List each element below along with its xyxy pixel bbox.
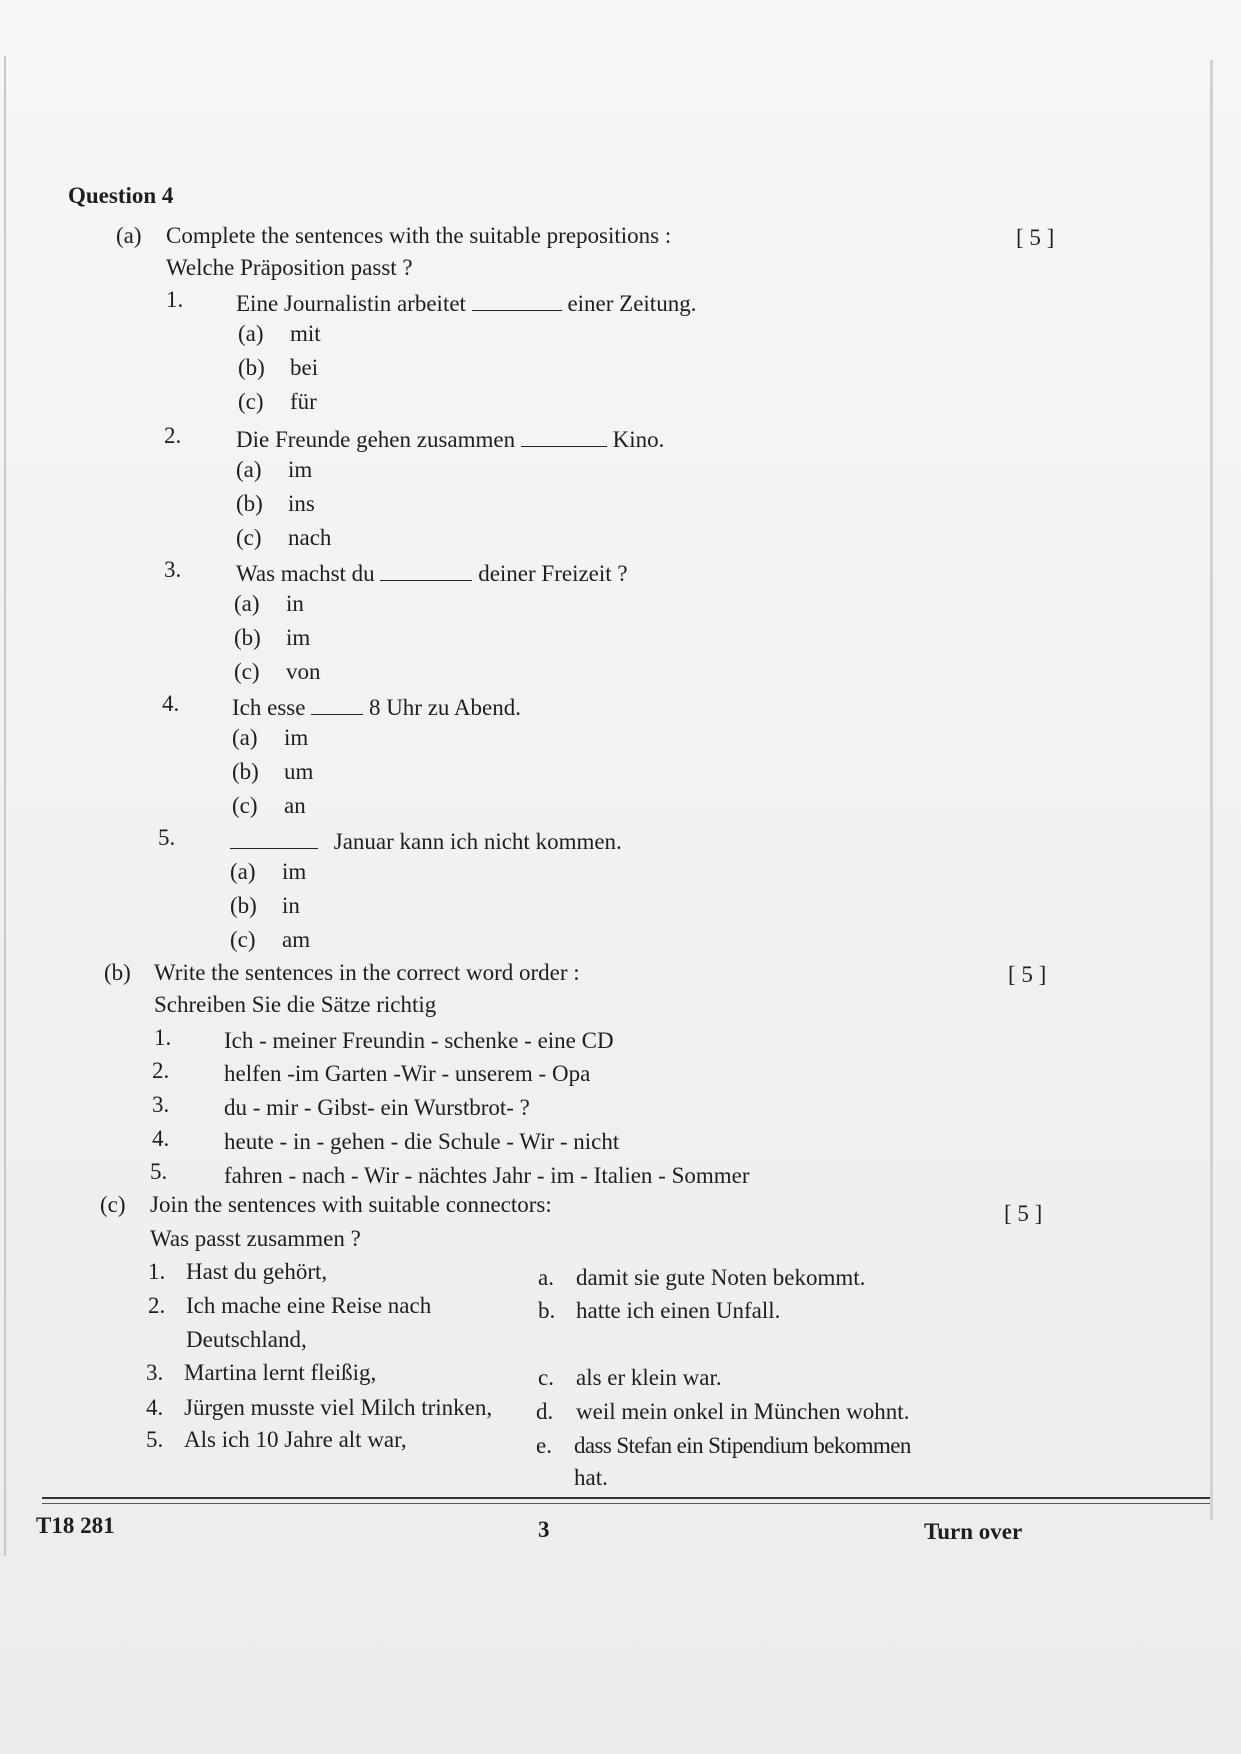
a-item-number: 2.: [164, 423, 182, 448]
a-item-number: 1.: [166, 287, 184, 312]
question-title: Question 4: [68, 183, 174, 208]
option-label: (b): [234, 625, 261, 650]
a-item-sentence: [236, 560, 628, 585]
b-item-number: 4.: [152, 1126, 170, 1151]
b-item-text: heute - in - gehen - die Schule - Wir - nicht: [224, 1129, 620, 1154]
option-label: (b): [232, 759, 259, 784]
option-text: im: [284, 725, 309, 750]
option-label: (b): [236, 491, 263, 516]
a-item-sentence: [236, 290, 696, 315]
a-item-sentence: [232, 694, 521, 719]
c-left-text: Martina lernt fleißig,: [184, 1360, 377, 1385]
option-label: (b): [230, 893, 257, 918]
part-b-label: (b): [104, 960, 131, 985]
c-right-text-continued: hat.: [574, 1465, 608, 1490]
c-right-text: hatte ich einen Unfall.: [576, 1298, 781, 1323]
sentence-end: Januar kann ich nicht kommen.: [333, 829, 622, 854]
a-item-number: 3.: [164, 557, 182, 582]
part-a-marks: [ 5 ]: [1016, 225, 1055, 250]
option-text: um: [284, 759, 314, 784]
c-left-text: Jürgen musste viel Milch trinken,: [184, 1395, 493, 1420]
c-right-letter: e.: [536, 1433, 552, 1458]
answer-blank[interactable]: [380, 560, 472, 581]
c-right-text: damit sie gute Noten bekommt.: [576, 1265, 866, 1290]
answer-blank[interactable]: [311, 694, 363, 715]
footer-rule-thin: [42, 1503, 1210, 1504]
option-label: (a): [238, 321, 264, 346]
c-left-text: Hast du gehört,: [186, 1259, 328, 1284]
option-text: nach: [288, 525, 332, 550]
option-label: (b): [238, 355, 265, 380]
option-label: (c): [230, 927, 256, 952]
b-item-number: 1.: [154, 1025, 172, 1050]
a-item-number: 5.: [158, 825, 176, 850]
part-b-instruction-de: Schreiben Sie die Sätze richtig: [154, 992, 437, 1017]
part-c-label: (c): [100, 1192, 126, 1217]
option-label: (a): [230, 859, 256, 884]
page-edge-right: [1210, 60, 1213, 1520]
answer-blank[interactable]: [230, 828, 318, 849]
sentence-start: Was machst du: [236, 561, 375, 586]
c-left-number: 5.: [146, 1427, 164, 1452]
part-a-instruction: Complete the sentences with the suitable prepositions :: [166, 223, 672, 248]
sentence-end: deiner Freizeit ?: [478, 561, 628, 586]
b-item-number: 2.: [152, 1058, 170, 1083]
c-right-letter: d.: [536, 1399, 554, 1424]
part-a-label: (a): [116, 223, 142, 248]
option-text: im: [286, 625, 311, 650]
option-text: in: [282, 893, 300, 918]
b-item-text: fahren - nach - Wir - nächtes Jahr - im - Italien - Sommer: [224, 1163, 750, 1188]
c-left-text: Als ich 10 Jahre alt war,: [184, 1427, 407, 1452]
c-right-text: dass Stefan ein Stipendium bekommen: [574, 1433, 911, 1458]
c-left-text: Ich mache eine Reise nach: [186, 1293, 432, 1318]
b-item-number: 3.: [152, 1092, 170, 1117]
part-c-instruction-de: Was passt zusammen ?: [150, 1226, 361, 1251]
b-item-text: helfen -im Garten -Wir - unserem - Opa: [224, 1061, 591, 1086]
option-text: ins: [288, 491, 315, 516]
option-label: (a): [236, 457, 262, 482]
paper-code: T18 281: [36, 1513, 115, 1538]
sentence-end: einer Zeitung.: [567, 291, 697, 316]
c-right-text: als er klein war.: [576, 1365, 722, 1390]
option-label: (c): [234, 659, 260, 684]
b-item-text: Ich - meiner Freundin - schenke - eine CD: [224, 1028, 614, 1053]
footer-rule: [42, 1497, 1210, 1499]
part-b-instruction: Write the sentences in the correct word order :: [154, 960, 580, 985]
turn-over-note: Turn over: [924, 1519, 1023, 1544]
sentence-start: Die Freunde gehen zusammen: [236, 427, 516, 452]
option-label: (a): [234, 591, 260, 616]
c-right-letter: b.: [538, 1298, 556, 1323]
a-item-sentence: [236, 426, 664, 451]
a-item-number: 4.: [162, 691, 180, 716]
option-text: bei: [290, 355, 319, 380]
c-right-text: weil mein onkel in München wohnt.: [576, 1399, 910, 1424]
answer-blank[interactable]: [521, 426, 607, 447]
b-item-number: 5.: [150, 1159, 168, 1184]
option-text: an: [284, 793, 306, 818]
c-left-number: 3.: [146, 1360, 164, 1385]
sentence-start: Ich esse: [232, 695, 306, 720]
a-item-sentence: [230, 828, 622, 853]
c-left-number: 2.: [148, 1293, 166, 1318]
part-b-marks: [ 5 ]: [1008, 962, 1047, 987]
option-text: im: [282, 859, 307, 884]
option-text: im: [288, 457, 313, 482]
b-item-text: du - mir - Gibst- ein Wurstbrot- ?: [224, 1095, 530, 1120]
option-text: von: [286, 659, 321, 684]
answer-blank[interactable]: [472, 290, 562, 311]
option-label: (c): [232, 793, 258, 818]
option-text: in: [286, 591, 304, 616]
sentence-end: 8 Uhr zu Abend.: [368, 695, 521, 720]
part-a-instruction-de: Welche Präposition passt ?: [166, 255, 413, 280]
part-c-instruction: Join the sentences with suitable connectors:: [150, 1192, 552, 1217]
page-edge-left: [4, 56, 6, 1556]
sentence-start: Eine Journalistin arbeitet: [236, 291, 466, 316]
c-left-number: 1.: [148, 1259, 166, 1284]
c-left-number: 4.: [146, 1395, 164, 1420]
part-c-marks: [ 5 ]: [1004, 1201, 1043, 1226]
c-right-letter: c.: [538, 1365, 554, 1390]
option-label: (c): [236, 525, 262, 550]
option-text: am: [282, 927, 311, 952]
c-left-text-continued: Deutschland,: [186, 1327, 307, 1352]
option-text: für: [290, 389, 317, 414]
option-label: (a): [232, 725, 258, 750]
option-label: (c): [238, 389, 264, 414]
option-text: mit: [290, 321, 321, 346]
page-number: 3: [538, 1517, 550, 1542]
c-right-letter: a.: [538, 1265, 554, 1290]
sentence-end: Kino.: [612, 427, 665, 452]
